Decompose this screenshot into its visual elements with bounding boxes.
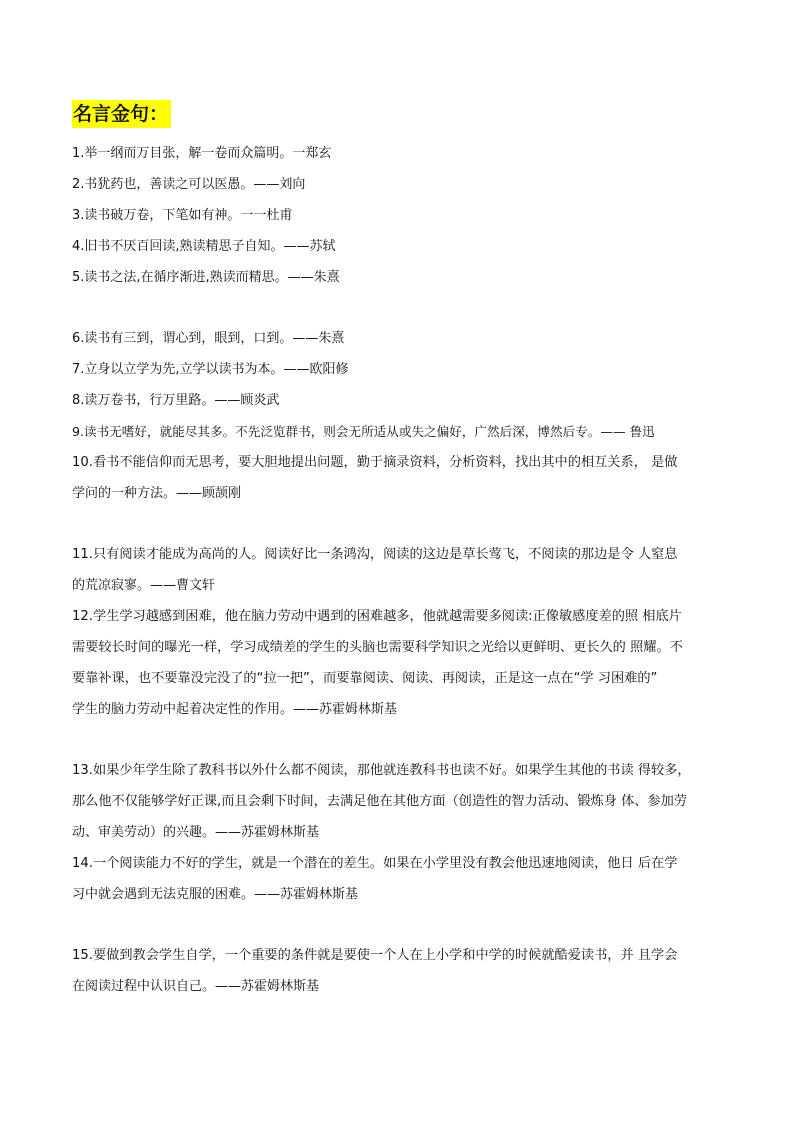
quote-line-12b: 需要较长时间的曝光一样，学习成绩差的学生的头脑也需要科学知识之光给以更鲜明、更长久的 照耀。不: [72, 640, 683, 655]
section-heading: 名言金句：: [72, 100, 171, 128]
quote-line-15a: 15.要做到教会学生自学，一个重要的条件就是要使一个人在上小学和中学的时候就酷爱读书，并 且学会: [72, 948, 678, 963]
quote-line-13b: 那么他不仅能够学好正课,而且会剩下时间，去满足他在其他方面（创造性的智力活动、锻炼身 体、参加劳: [72, 794, 688, 809]
quote-line-14a: 14.一个阅读能力不好的学生，就是一个潜在的差生。如果在小学里没有教会他迅速地阅读，他日 后在学: [72, 856, 678, 871]
quote-line-12d: 学生的脑力劳动中起着决定性的作用。——苏霍姆林斯基: [72, 702, 398, 717]
quote-line-2: 2.书犹药也，善读之可以医愚。——刘向: [72, 177, 306, 192]
quote-line-10b: 学问的一种方法。——顾颉刚: [72, 486, 242, 501]
quote-line-9: 9.读书无嗜好，就能尽其多。不先泛览群书，则会无所适从或失之偏好，广然后深，博然后专。—— 鲁迅: [72, 424, 655, 439]
paragraph-gap: [72, 293, 724, 323]
quote-line-14b: 习中就会遇到无法克服的困难。——苏霍姆林斯基: [72, 887, 359, 902]
quote-line-12a: 12.学生学习越感到困难，他在脑力劳动中遇到的困难越多，他就越需要多阅读:正像敏感度差的照 相底片: [72, 609, 682, 624]
quote-line-7: 7.立身以立学为先,立学以读书为本。——欧阳修: [72, 362, 349, 377]
quote-line-6: 6.读书有三到，谓心到，眼到，口到。——朱熹: [72, 331, 345, 346]
quote-line-10a: 10.看书不能信仰而无思考，要大胆地提出问题，勤于摘录资料，分析资料，找出其中的相互关系， 是做: [72, 455, 678, 470]
quote-line-1: 1.举一纲而万目张，解一卷而众篇明。一郑玄: [72, 146, 332, 161]
quote-line-12c: 要靠补课，也不要靠没完没了的“拉一把”，而要靠阅读、阅读、再阅读，正是这一点在“学 习困难的”: [72, 671, 658, 686]
quote-line-3: 3.读书破万卷，下笔如有神。一一杜甫: [72, 208, 293, 223]
quote-line-8: 8.读万卷书，行万里路。——顾炎武: [72, 393, 280, 408]
heading-row: [72, 100, 724, 130]
paragraph-gap: [72, 509, 724, 539]
quote-line-15b: 在阅读过程中认识自己。——苏霍姆林斯基: [72, 979, 320, 994]
quote-line-13a: 13.如果少年学生除了教科书以外什么都不阅读，那他就连教科书也读不好。如果学生其他的书读 得较多，: [72, 763, 691, 778]
paragraph-gap: [72, 910, 724, 940]
quote-line-5: 5.读书之法,在循序渐进,熟读而精思。——朱熹: [72, 270, 340, 285]
paragraph-gap: [72, 725, 724, 755]
quote-line-11a: 11.只有阅读才能成为高尚的人。阅读好比一条鸿沟，阅读的这边是草长莺飞，不阅读的那边是令 人窒息: [72, 547, 678, 562]
document-page: [72, 100, 724, 1002]
quote-line-11b: 的荒凉寂寥。——曹文轩: [72, 578, 216, 593]
quote-line-4: 4.旧书不厌百回读,熟读精思子自知。——苏轼: [72, 239, 336, 254]
quote-line-13c: 动、审美劳动）的兴趣。——苏霍姆林斯基: [72, 825, 320, 840]
